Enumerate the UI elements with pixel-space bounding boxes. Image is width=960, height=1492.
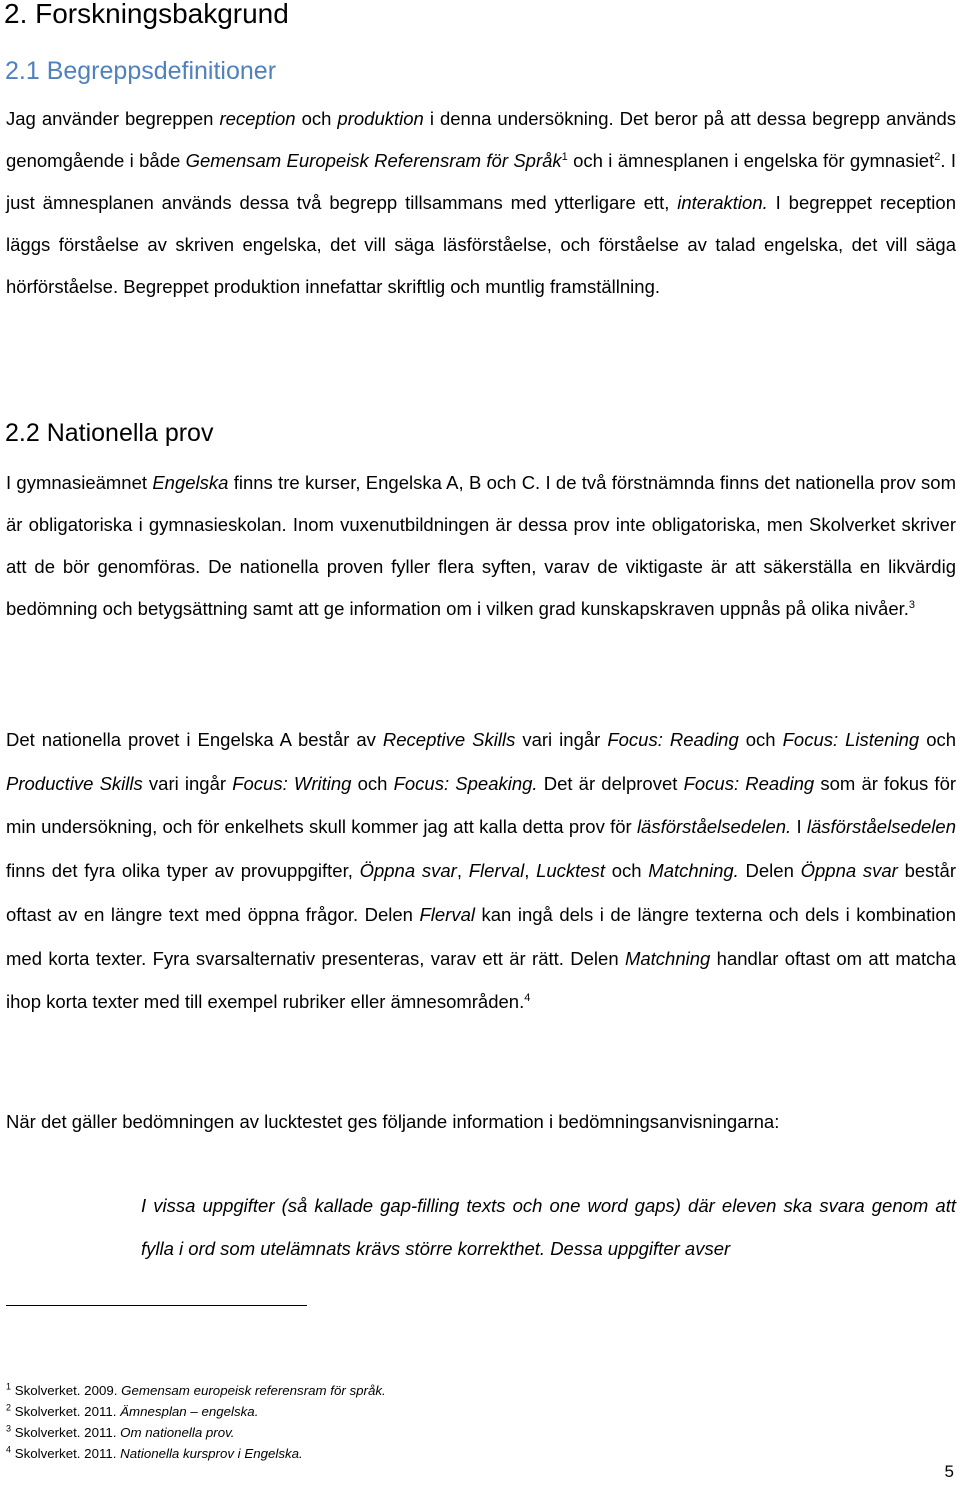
footnote-ref-2[interactable]: 2 (934, 150, 941, 163)
footnote-4: $^4$ Skolverket. 2011. Nationella kursprov i Engelska. (6, 1444, 303, 1461)
footnotes (6, 1380, 706, 1464)
footnote-3: $^3$ Skolverket. 2011. Om nationella prov. (6, 1423, 235, 1440)
footnote-2: $^2$ Skolverket. 2011. Ämnesplan – engelska. (6, 1402, 259, 1419)
section-heading-definitions: 2.1 Begreppsdefinitioner (5, 57, 277, 85)
footnote-ref-1[interactable]: 1 (561, 150, 568, 163)
footnote-separator (6, 1305, 307, 1306)
footnote-ref-4[interactable]: 4 (524, 992, 531, 1005)
paragraph-national-tests: I gymnasieämnet Engelska finns tre kurser, Engelska A, B och C. I de två förstnämnda finns det nationella prov som är obligatoriska i gymnasieskolan. Inom vuxenutbildningen är dessa prov inte obligatoriska, men Skolverket skriver att de bör genomföras. De nationella proven fyller flera syften, varav de viktigaste är att säkerställa en likvärdig bedömning och betygsättning samt att ge information om i vilken grad kunskapskraven uppnås på olika nivåer.$^3$ (6, 472, 956, 619)
block-quote: I vissa uppgifter (så kallade gap-filling texts och one word gaps) där eleven ska svara genom att fylla i ord som utelämnats krävs större korrekthet. Dessa uppgifter avser (141, 1195, 956, 1259)
footnote-ref-3[interactable]: 3 (908, 598, 916, 611)
footnote-1: $^1$ Skolverket. 2009. Gemensam europeisk referensram för språk. (6, 1381, 386, 1398)
chapter-heading: 2. Forskningsbakgrund (4, 0, 289, 29)
section-heading-national-tests: 2.2 Nationella prov (5, 419, 214, 447)
paragraph-definitions: Jag använder begreppen reception och produktion i denna undersökning. Det beror på att dessa begrepp används genomgående i både Gemensam Europeisk Referensram för Språk$^1$ och i ämnesplanen i engelska för gymnasiet$^2$. I just ämnesplanen används dessa två begrepp tillsammans med ytterligare ett, interaktion. I begreppet reception läggs förståelse av skriven engelska, det vill säga läsförståelse, och förståelse av talad engelska, det vill säga hörförståelse. Begreppet produktion innefattar skriftlig och muntlig framställning. (6, 108, 956, 297)
paragraph-english-a-test: Det nationella provet i Engelska A består av Receptive Skills vari ingår Focus: Reading och Focus: Listening och Productive Skills vari ingår Focus: Writing och Focus: Speaking. Det är delprovet Focus: Reading som är fokus för min undersökning, och för enkelhets skull kommer jag att kalla detta prov för läsförståelsedelen. I läsförståelsedelen finns det fyra olika typer av provuppgifter, Öppna svar, Flerval, Lucktest och Matchning. Delen Öppna svar består oftast av en längre text med öppna frågor. Delen Flerval kan ingå dels i de längre texterna och dels i kombination med korta texter. Fyra svarsalternativ presenteras, varav ett är rätt. Delen Matchning handlar oftast om att matcha ihop korta texter med till exempel rubriker eller ämnesområden.$^4$ (6, 729, 957, 1013)
paragraph-gap-test-intro: När det gäller bedömningen av lucktestet ges följande information i bedömningsanvisningarna: (6, 1111, 780, 1132)
page-number: 5 (944, 1462, 954, 1481)
